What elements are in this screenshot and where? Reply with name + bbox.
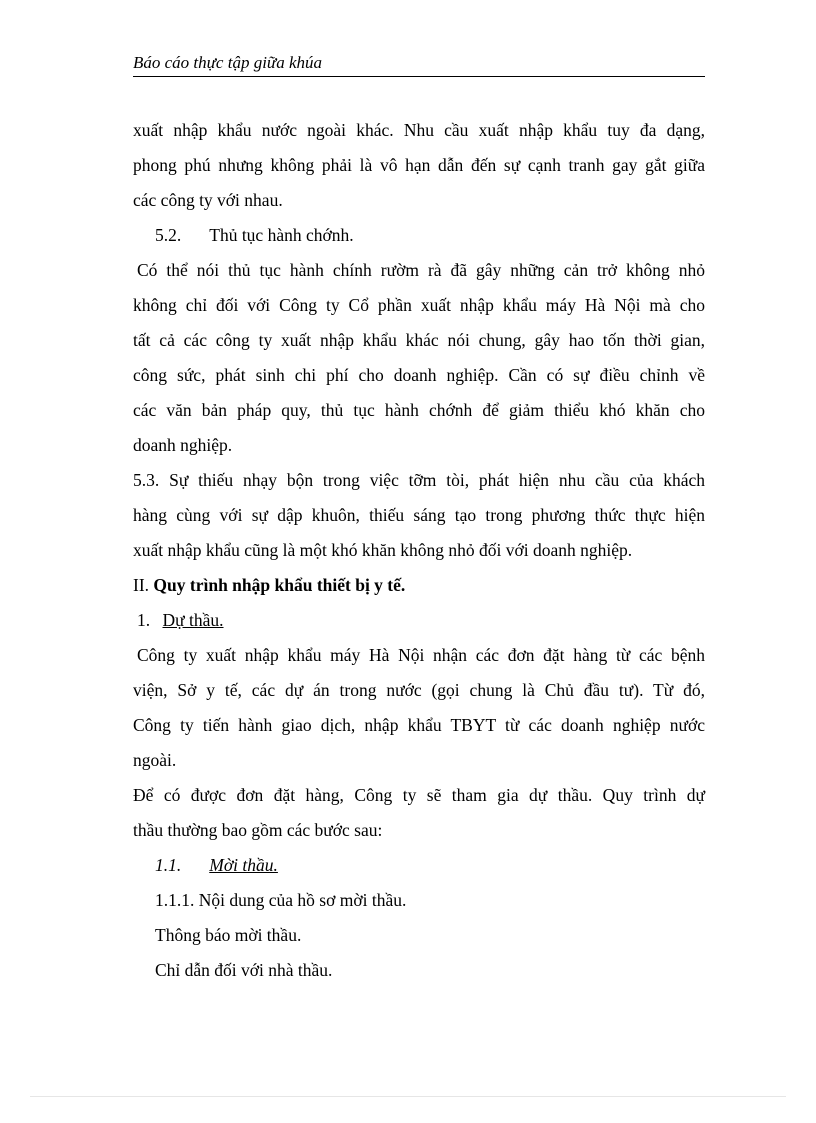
section-ii-heading [133, 568, 705, 603]
paragraph-intro [133, 113, 705, 218]
text-line: 5.3. Sự thiếu nhạy bộn trong việc tỡm tòi, phát hiện nhu cầu của khách [133, 470, 705, 490]
section-number: II. [133, 575, 150, 595]
text-line: thầu thường bao gồm các bước sau: [133, 820, 383, 840]
page-bottom-divider [30, 1096, 786, 1097]
list-item: Chỉ dẫn đối với nhà thầu. [155, 960, 333, 980]
section-1-1-heading [133, 848, 705, 883]
section-number: 1.1. [155, 855, 182, 875]
text-line: phong phú nhưng không phải là vô hạn dẫn đến sự cạnh tranh gay gắt giữa [133, 155, 705, 175]
paragraph-bidding [133, 778, 705, 848]
list-item: Thông báo mời thầu. [155, 925, 302, 945]
text-line: doanh nghiệp. [133, 435, 233, 455]
paragraph-5-3 [133, 463, 705, 568]
text-line: Công ty xuất nhập khẩu máy Hà Nội nhận các đơn đặt hàng từ các bệnh [137, 645, 705, 665]
text-line: công sức, phát sinh chi phí cho doanh nghiệp. Cần có sự điều chỉnh về [133, 365, 705, 385]
section-title: Mời thầu. [209, 855, 278, 875]
text-line: xuất nhập khẩu nước ngoài khác. Nhu cầu xuất nhập khẩu tuy đa dạng, [133, 120, 705, 140]
text-line: Công ty tiến hành giao dịch, nhập khẩu TBYT từ các doanh nghiệp nước [133, 715, 705, 735]
section-5-2-heading [133, 218, 705, 253]
text-line: ngoài. [133, 750, 177, 770]
section-1-heading [133, 603, 705, 638]
section-number: 1. [137, 610, 151, 630]
section-title: Dự thầu. [162, 610, 224, 630]
text-line: Có thể nói thủ tục hành chính rườm rà đã gây những cản trở không nhỏ [137, 260, 705, 280]
text-line: các công ty với nhau. [133, 190, 283, 210]
text-line: các văn bản pháp quy, thủ tục hành chớnh để giảm thiểu khó khăn cho [133, 400, 705, 420]
text-line: tất cả các công ty xuất nhập khẩu khác nói chung, gây hao tốn thời gian, [133, 330, 705, 350]
section-1-1-1-heading: 1.1.1. Nội dung của hồ sơ mời thầu. [155, 890, 407, 910]
text-line: viện, Sở y tế, các dự án trong nước (gọi chung là Chủ đầu tư). Từ đó, [133, 680, 705, 700]
text-line: không chỉ đối với Công ty Cổ phần xuất nhập khẩu máy Hà Nội mà cho [133, 295, 705, 315]
paragraph-administrative [133, 253, 705, 463]
text-line: Để có được đơn đặt hàng, Công ty sẽ tham gia dự thầu. Quy trình dự [133, 785, 705, 805]
text-line: hàng cùng với sự dập khuôn, thiếu sáng tạo trong phương thức thực hiện [133, 505, 705, 525]
document-body [133, 113, 705, 988]
section-title: Thủ tục hành chớnh. [209, 225, 354, 245]
text-line: xuất nhập khẩu cũng là một khó khăn không nhỏ đối với doanh nghiệp. [133, 540, 633, 560]
section-title: Quy trình nhập khẩu thiết bị y tế. [153, 575, 406, 595]
page-header: Báo cáo thực tập giữa khúa [133, 52, 705, 77]
paragraph-orders [133, 638, 705, 778]
section-number: 5.2. [155, 225, 182, 245]
